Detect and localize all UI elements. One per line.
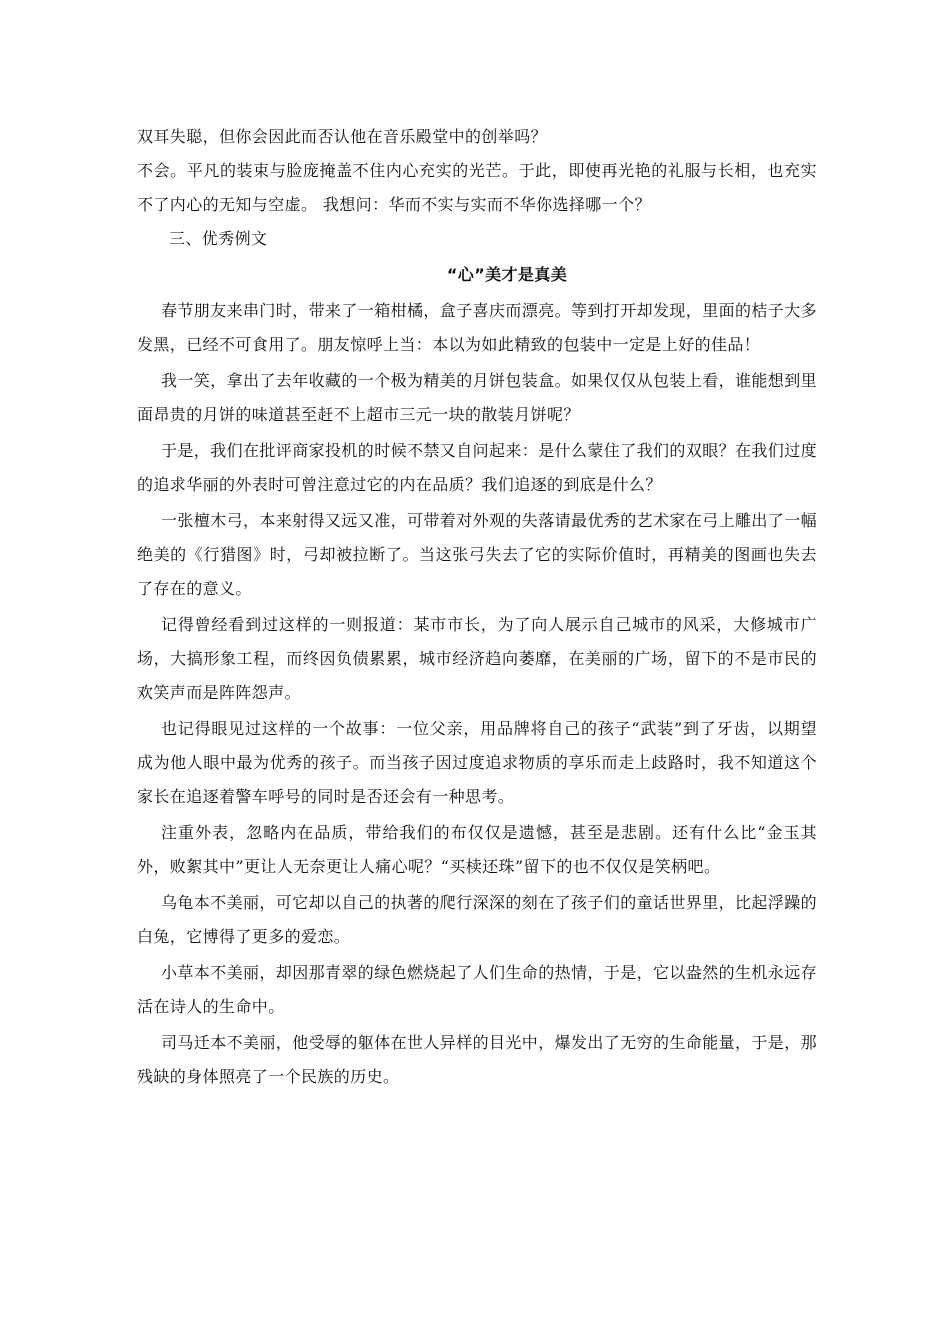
section-heading: 三、优秀例文: [169, 229, 268, 248]
essay-paragraph: 也记得眼见过这样的一个故事：一位父亲，用品牌将自己的孩子“武装”到了牙齿，以期望成为他人眼中最为优秀的孩子。而当孩子因过度追求物质的享乐而走上歧路时，我不知道这个家长在追逐着警车呼号的同时是否还会有一种思考。: [137, 719, 817, 806]
essay-paragraph: 于是，我们在批评商家投机的时候不禁又自问起来：是什么蒙住了我们的双眼？在我们过度的追求华丽的外表时可曾注意过它的内在品质？我们追逐的到底是什么？: [137, 441, 818, 494]
essay-paragraph: 一张檀木弓，本来射得又远又准，可带着对外观的失落请最优秀的艺术家在弓上雕出了一幅绝美的《行猎图》时，弓却被拉断了。当这张弓失去了它的实际价值时，再精美的图画也失去了存在的意义。: [137, 511, 818, 598]
essay-paragraph: 记得曾经看到过这样的一则报道：某市市长，为了向人展示自己城市的风采，大修城市广场，大搞形象工程，而终因负债累累，城市经济趋向萎靡，在美丽的广场，留下的不是市民的欢笑声而是阵阵怨声。: [137, 615, 817, 702]
paragraph: 不会。平凡的装束与脸庞掩盖不住内心充实的光芒。于此，即使再光艳的礼服与长相，也充实不了内心的无知与空虚。 我想问：华而不实与实而不华你选择哪一个？: [137, 161, 817, 214]
essay-paragraph: 小草本不美丽，却因那青翠的绿色燃烧起了人们生命的热情，于是，它以盎然的生机永远存活在诗人的生命中。: [137, 963, 818, 1016]
paragraph: 双耳失聪，但你会因此而否认他在音乐殿堂中的创举吗？: [137, 127, 548, 146]
essay-title: “心”美才是真美: [446, 265, 568, 284]
essay-paragraph: 我一笑，拿出了去年收藏的一个极为精美的月饼包装盒。如果仅仅从包装上看，谁能想到里面昂贵的月饼的味道甚至赶不上超市三元一块的散装月饼呢？: [137, 371, 818, 424]
document-body: [137, 120, 817, 1094]
essay-paragraph: 乌龟本不美丽，可它却以自己的执著的爬行深深的刻在了孩子们的童话世界里，比起浮躁的白兔，它博得了更多的爱恋。: [137, 893, 818, 946]
essay-paragraph: 司马迁本不美丽，他受辱的躯体在世人异样的目光中，爆发出了无穷的生命能量，于是，那残缺的身体照亮了一个民族的历史。: [137, 1033, 818, 1086]
essay-paragraph: 注重外表，忽略内在品质，带给我们的布仅仅是遗憾，甚至是悲剧。还有什么比“金玉其外，败絮其中”更让人无奈更让人痛心呢？“买椟还珠”留下的也不仅仅是笑柄吧。: [137, 823, 817, 876]
essay-paragraph: 春节朋友来串门时，带来了一箱柑橘，盒子喜庆而漂亮。等到打开却发现，里面的桔子大多发黑，已经不可食用了。朋友惊呼上当：本以为如此精致的包装中一定是上好的佳品！: [137, 301, 818, 354]
